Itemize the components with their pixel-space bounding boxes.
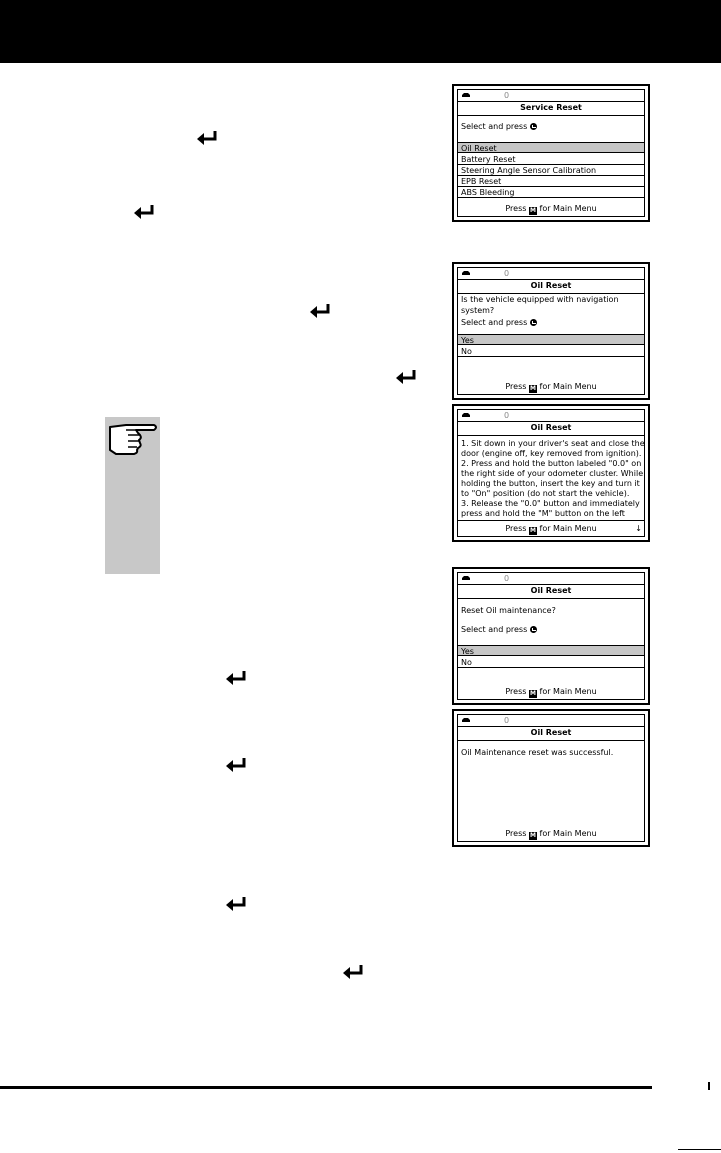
option-yes[interactable]: Yes — [458, 334, 644, 345]
screen-title: Oil Reset — [530, 728, 572, 737]
status-digit: 0 — [504, 574, 510, 583]
enter-key-icon — [342, 963, 364, 981]
instruction-line: 1. Sit down in your driver's seat and close the — [461, 439, 645, 448]
select-prompt: Select and press — [461, 624, 641, 635]
instruction-line: to "On" position (do not start the vehicle). — [461, 489, 630, 498]
car-icon — [461, 412, 471, 418]
instruction-line: 2. Press and hold the button labeled "0.0" on — [461, 459, 642, 468]
status-bar — [461, 574, 521, 584]
margin-mark — [708, 1082, 710, 1090]
car-icon — [461, 270, 471, 276]
device-screen-oil-reset-navigation — [452, 262, 650, 400]
m-key-icon: M — [529, 207, 536, 214]
screen-footer: Press M for Main Menu — [505, 524, 597, 534]
status-digit: 0 — [504, 411, 510, 420]
car-icon — [461, 717, 471, 723]
success-message: Oil Maintenance reset was successful. — [461, 748, 614, 757]
reset-question: Reset Oil maintenance? — [461, 606, 556, 615]
status-bar — [461, 411, 521, 421]
page-edge-line — [678, 1149, 721, 1150]
enter-key-icon — [196, 129, 218, 147]
pointing-hand-icon — [106, 419, 158, 457]
menu-item-steering-angle-calibration[interactable]: Steering Angle Sensor Calibration — [458, 165, 644, 176]
enter-key-icon — [309, 302, 331, 320]
device-screen-oil-reset-instructions — [452, 404, 650, 542]
device-screen-oil-reset-confirm — [452, 567, 650, 705]
m-key-icon: M — [529, 832, 536, 839]
m-key-icon: M — [529, 690, 536, 697]
navigation-question: Is the vehicle equipped with navigation system? — [461, 295, 619, 315]
enter-key-icon — [225, 756, 247, 774]
screen-footer: Press M for Main Menu — [505, 204, 597, 214]
status-digit: 0 — [504, 716, 510, 725]
page-header-bar — [0, 0, 721, 63]
screen-footer: Press M for Main Menu — [505, 382, 597, 392]
menu-item-epb-reset[interactable]: EPB Reset — [458, 176, 644, 187]
m-key-icon: M — [529, 385, 536, 392]
screen-footer: Press M for Main Menu — [505, 829, 597, 839]
footer-rule — [0, 1086, 652, 1089]
option-no[interactable]: No — [458, 657, 644, 668]
screen-title: Service Reset — [520, 103, 582, 112]
note-panel — [105, 417, 160, 574]
enter-button-icon — [530, 319, 537, 326]
enter-key-icon — [225, 669, 247, 687]
enter-button-icon — [530, 626, 537, 633]
status-bar — [461, 716, 521, 726]
option-no[interactable]: No — [458, 346, 644, 357]
screen-title: Oil Reset — [530, 281, 572, 290]
instruction-line: holding the button, insert the key and turn it — [461, 479, 640, 488]
screen-title: Oil Reset — [530, 586, 572, 595]
m-key-icon: M — [529, 527, 536, 534]
car-icon — [461, 92, 471, 98]
device-screen-oil-reset-success — [452, 709, 650, 847]
instruction-line: 3. Release the "0.0" button and immediately — [461, 499, 640, 508]
menu-item-abs-bleeding[interactable]: ABS Bleeding — [458, 187, 644, 198]
select-prompt: Select and press — [461, 121, 641, 132]
instruction-line: press and hold the "M" button on the left — [461, 509, 625, 518]
menu-item-battery-reset[interactable]: Battery Reset — [458, 154, 644, 165]
enter-key-icon — [395, 368, 417, 386]
scroll-down-arrow-icon[interactable]: ↓ — [635, 524, 642, 533]
enter-button-icon — [530, 123, 537, 130]
screen-title: Oil Reset — [530, 423, 572, 432]
status-digit: 0 — [504, 269, 510, 278]
status-digit: 0 — [504, 91, 510, 100]
menu-item-oil-reset[interactable]: Oil Reset — [458, 142, 644, 153]
screen-footer: Press M for Main Menu — [505, 687, 597, 697]
status-bar — [461, 269, 521, 279]
device-screen-service-reset — [452, 84, 650, 222]
instruction-line: the right side of your odometer cluster. While — [461, 469, 644, 478]
status-bar — [461, 91, 521, 101]
enter-key-icon — [133, 203, 155, 221]
enter-key-icon — [225, 895, 247, 913]
select-prompt: Select and press — [461, 317, 641, 328]
instruction-line: door (engine off, key removed from ignition). — [461, 449, 642, 458]
car-icon — [461, 575, 471, 581]
option-yes[interactable]: Yes — [458, 645, 644, 656]
